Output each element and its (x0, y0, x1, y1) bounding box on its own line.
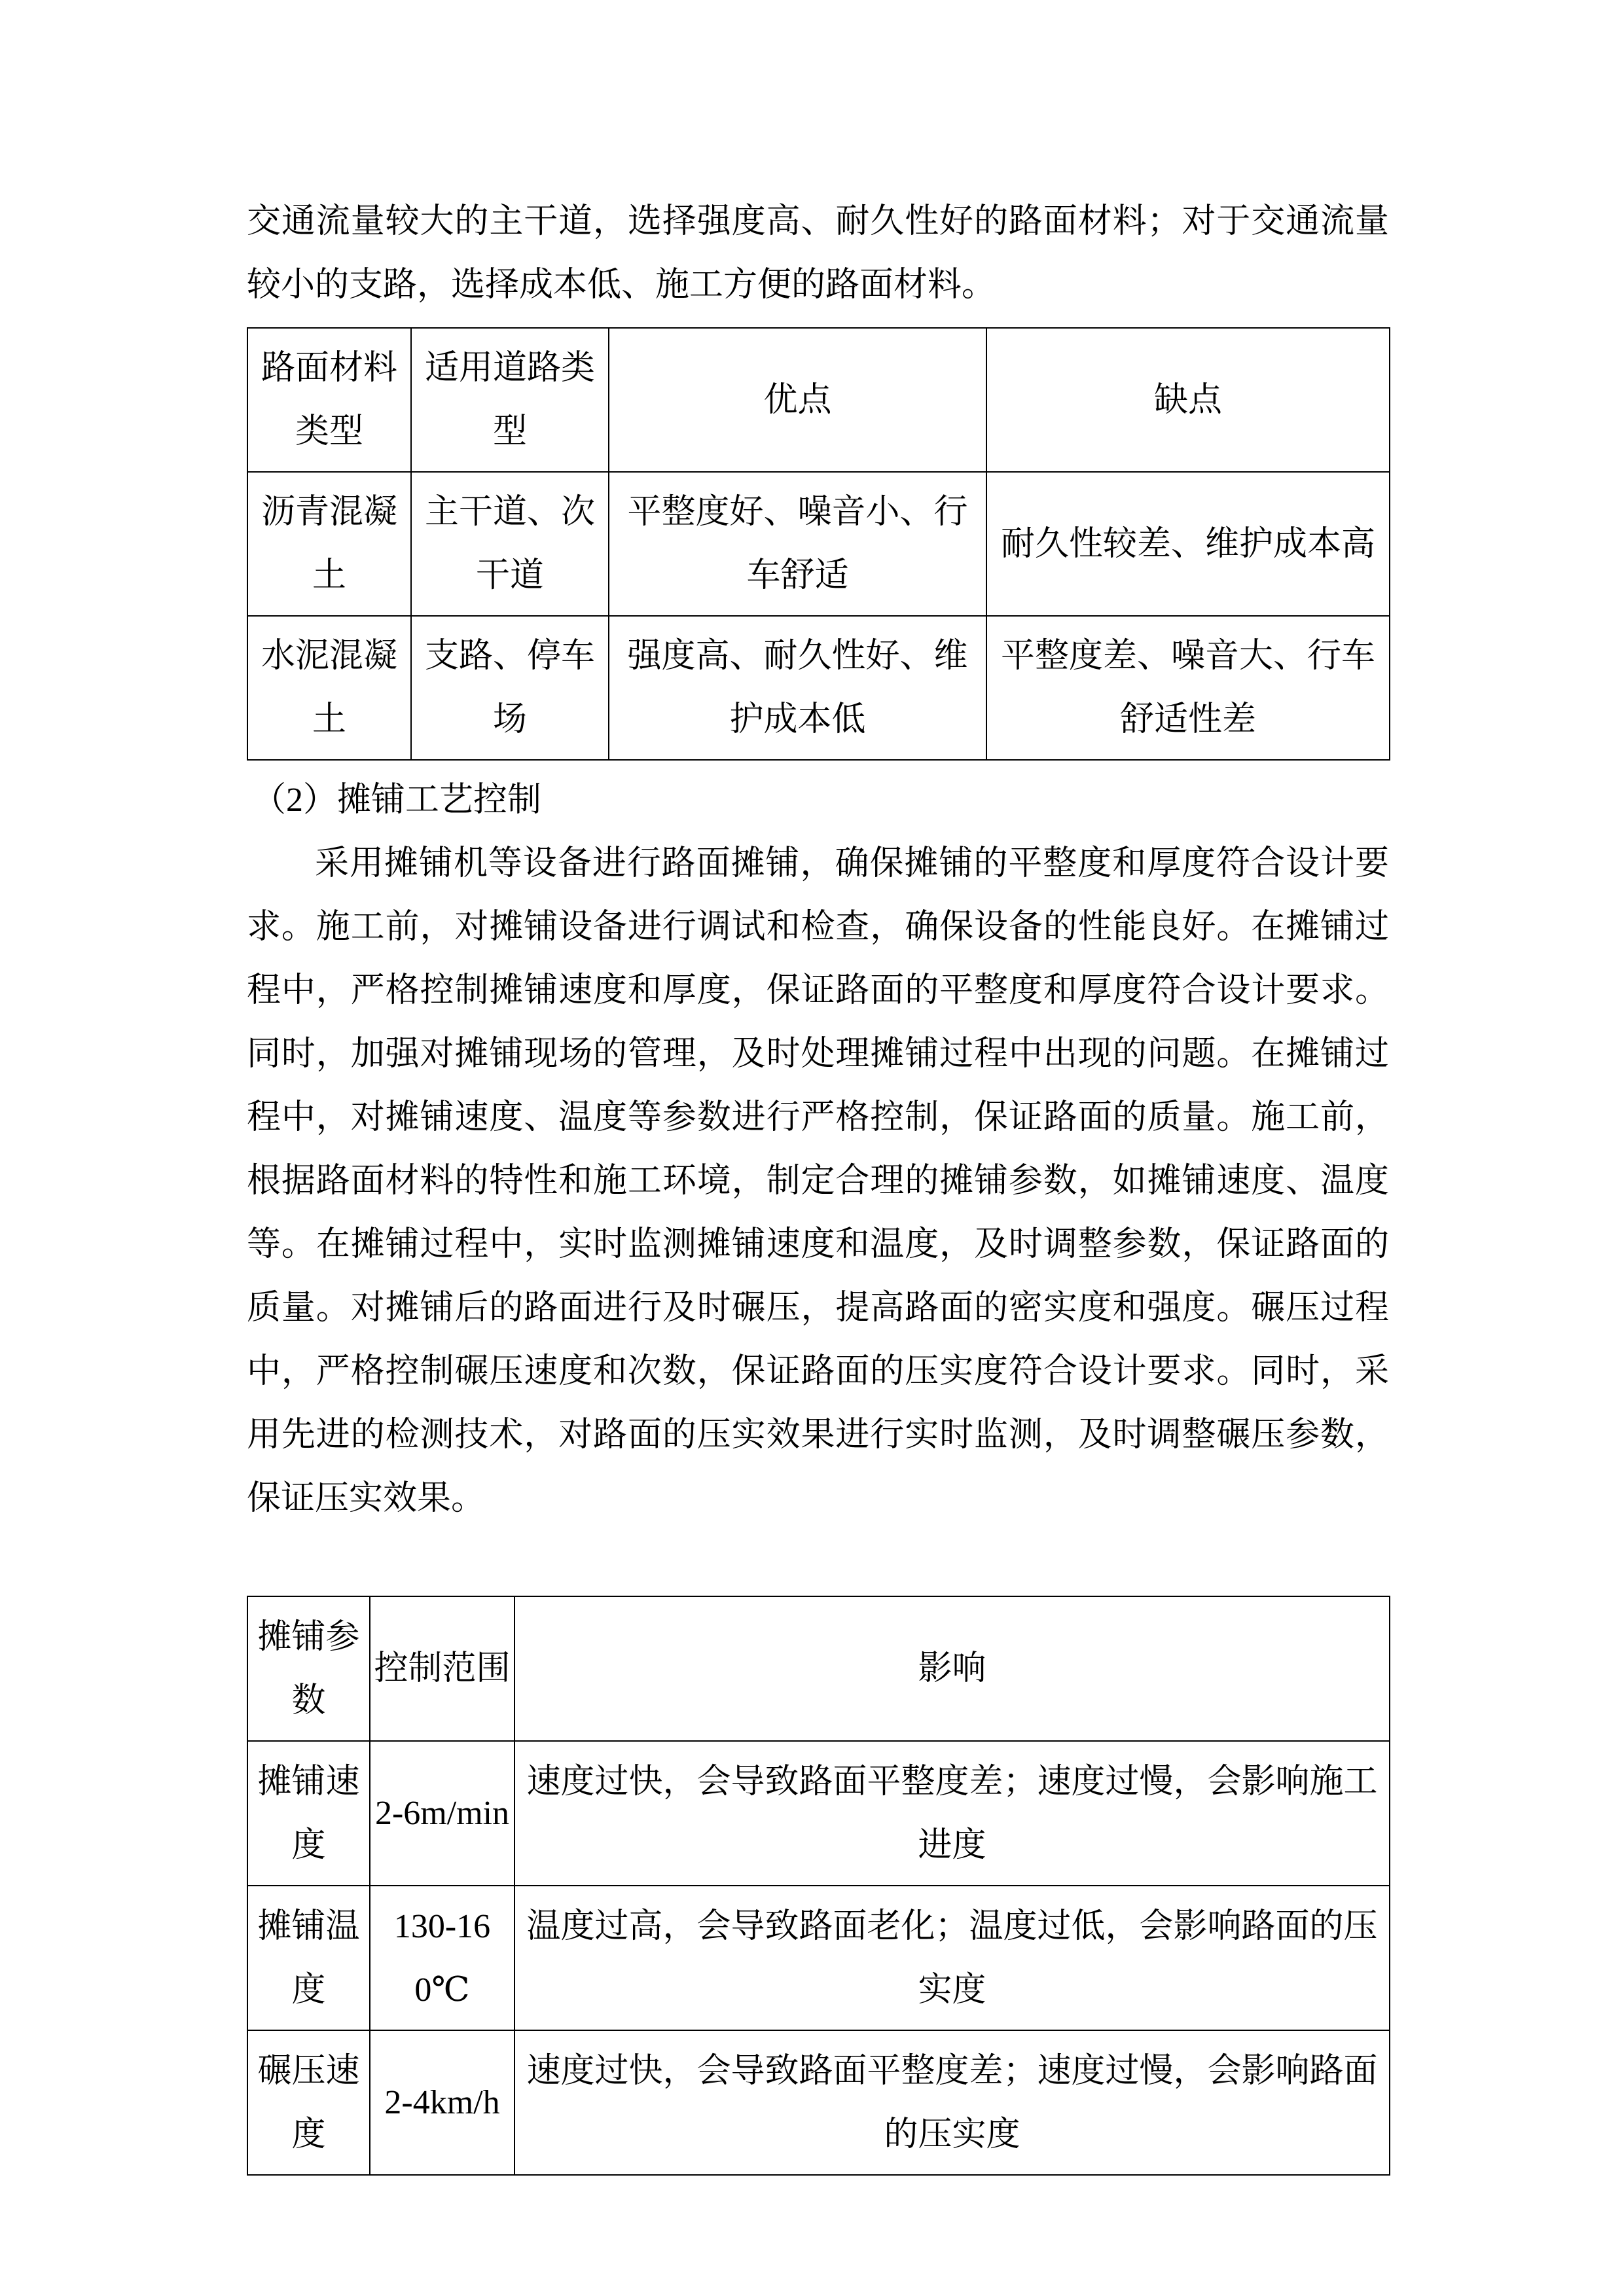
table-cell: 130-160℃ (370, 1886, 514, 2030)
table-cell: 主干道、次干道 (411, 472, 609, 616)
header-cell: 缺点 (986, 328, 1390, 472)
table-cell: 2-6m/min (370, 1741, 514, 1886)
header-cell: 影响 (514, 1596, 1390, 1741)
table-cell: 摊铺速度 (247, 1741, 370, 1886)
header-cell: 摊铺参数 (247, 1596, 370, 1741)
section-heading: （2）摊铺工艺控制 (252, 781, 542, 819)
paving-parameter-table (247, 1596, 1390, 2176)
table-cell: 摊铺温度 (247, 1886, 370, 2030)
table-cell: 速度过快，会导致路面平整度差；速度过慢，会影响施工进度 (514, 1741, 1390, 1886)
header-cell: 优点 (609, 328, 986, 472)
table-header-row (247, 328, 1390, 472)
table-cell: 速度过快，会导致路面平整度差；速度过慢，会影响路面的压实度 (514, 2030, 1390, 2175)
table-cell: 平整度好、噪音小、行车舒适 (609, 472, 986, 616)
pavement-material-table (247, 327, 1390, 761)
table-cell: 碾压速度 (247, 2030, 370, 2175)
table-cell: 水泥混凝土 (247, 616, 411, 760)
table-row (247, 1886, 1390, 2030)
header-cell: 控制范围 (370, 1596, 514, 1741)
table-row (247, 2030, 1390, 2175)
table-cell: 耐久性较差、维护成本高 (986, 472, 1390, 616)
table-cell: 沥青混凝土 (247, 472, 411, 616)
table-cell: 温度过高，会导致路面老化；温度过低，会影响路面的压实度 (514, 1886, 1390, 2030)
table-cell: 强度高、耐久性好、维护成本低 (609, 616, 986, 760)
intro-text: 交通流量较大的主干道，选择强度高、耐久性好的路面材料；对于交通流量较小的支路，选择成本低、施工方便的路面材料。 (247, 203, 1389, 304)
table-row (247, 616, 1390, 760)
table-cell: 支路、停车场 (411, 616, 609, 760)
table-row (247, 1741, 1390, 1886)
table-header-row (247, 1596, 1390, 1741)
body-paragraph: 采用摊铺机等设备进行路面摊铺，确保摊铺的平整度和厚度符合设计要求。施工前，对摊铺设备进行调试和检查，确保设备的性能良好。在摊铺过程中，严格控制摊铺速度和厚度，保证路面的平整度和厚度符合设计要求。同时，加强对摊铺现场的管理，及时处理摊铺过程中出现的问题。在摊铺过程中，对摊铺速度、温度等参数进行严格控制，保证路面的质量。施工前，根据路面材料的特性和施工环境，制定合理的摊铺参数，如摊铺速度、温度等。在摊铺过程中，实时监测摊铺速度和温度，及时调整参数，保证路面的质量。对摊铺后的路面进行及时碾压，提高路面的密实度和强度。碾压过程中，严格控制碾压速度和次数，保证路面的压实度符合设计要求。同时，采用先进的检测技术，对路面的压实效果进行实时监测，及时调整碾压参数，保证压实效果。 (247, 845, 1389, 1517)
table-cell: 2-4km/h (370, 2030, 514, 2175)
header-cell: 适用道路类型 (411, 328, 609, 472)
table-cell: 平整度差、噪音大、行车舒适性差 (986, 616, 1390, 760)
table-row (247, 472, 1390, 616)
header-cell: 路面材料类型 (247, 328, 411, 472)
